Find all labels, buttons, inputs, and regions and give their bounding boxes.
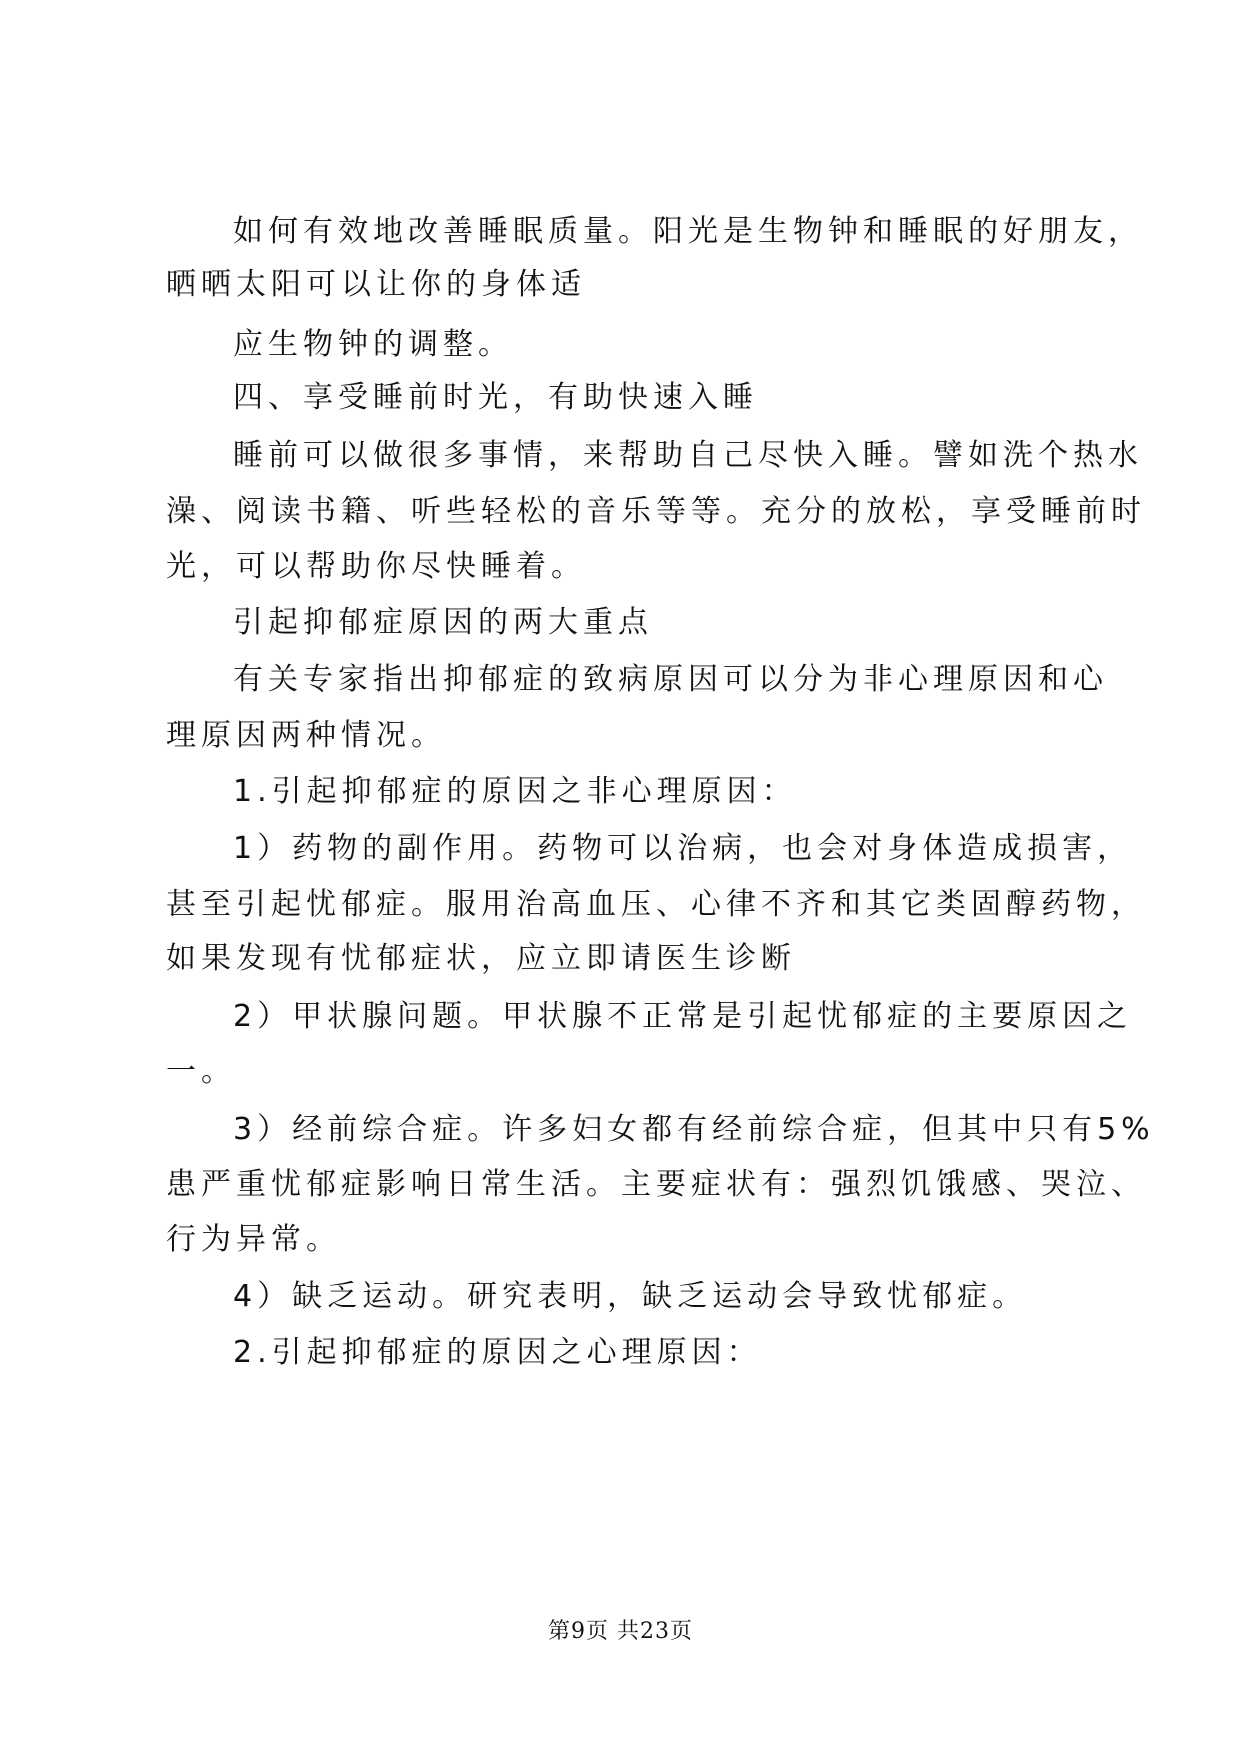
text-line: 一。 [166, 1054, 236, 1089]
text-line: 行为异常。 [166, 1222, 341, 1257]
list-item: 1）药物的副作用。药物可以治病，也会对身体造成损害， [233, 831, 1133, 866]
text-line: 如何有效地改善睡眠质量。阳光是生物钟和睡眠的好朋友， [233, 214, 1143, 249]
text-line: 有关专家指出抑郁症的致病原因可以分为非心理原因和心 [233, 662, 1108, 697]
text-line: 晒晒太阳可以让你的身体适 [166, 267, 586, 302]
list-heading: 2.引起抑郁症的原因之心理原因： [233, 1335, 762, 1370]
section-heading: 四、享受睡前时光，有助快速入睡 [233, 380, 758, 415]
text-line: 理原因两种情况。 [166, 718, 446, 753]
page-number-footer: 第9页 共23页 [548, 1619, 693, 1644]
list-item: 3）经前综合症。许多妇女都有经前综合症，但其中只有5% [233, 1112, 1155, 1147]
text-line: 澡、阅读书籍、听些轻松的音乐等等。充分的放松，享受睡前时 [166, 494, 1146, 529]
list-item: 4）缺乏运动。研究表明，缺乏运动会导致忧郁症。 [233, 1279, 1028, 1314]
list-heading: 1.引起抑郁症的原因之非心理原因： [233, 774, 797, 809]
list-item: 2）甲状腺问题。甲状腺不正常是引起忧郁症的主要原因之 [233, 999, 1133, 1034]
text-line: 患严重忧郁症影响日常生活。主要症状有：强烈饥饿感、哭泣、 [166, 1167, 1146, 1202]
text-line: 光，可以帮助你尽快睡着。 [166, 549, 586, 584]
text-line: 如果发现有忧郁症状，应立即请医生诊断 [166, 941, 796, 976]
text-line: 甚至引起忧郁症。服用治高血压、心律不齐和其它类固醇药物， [166, 887, 1146, 922]
text-line: 应生物钟的调整。 [233, 327, 513, 362]
text-line: 睡前可以做很多事情，来帮助自己尽快入睡。譬如洗个热水 [233, 438, 1143, 473]
section-heading: 引起抑郁症原因的两大重点 [233, 605, 653, 640]
